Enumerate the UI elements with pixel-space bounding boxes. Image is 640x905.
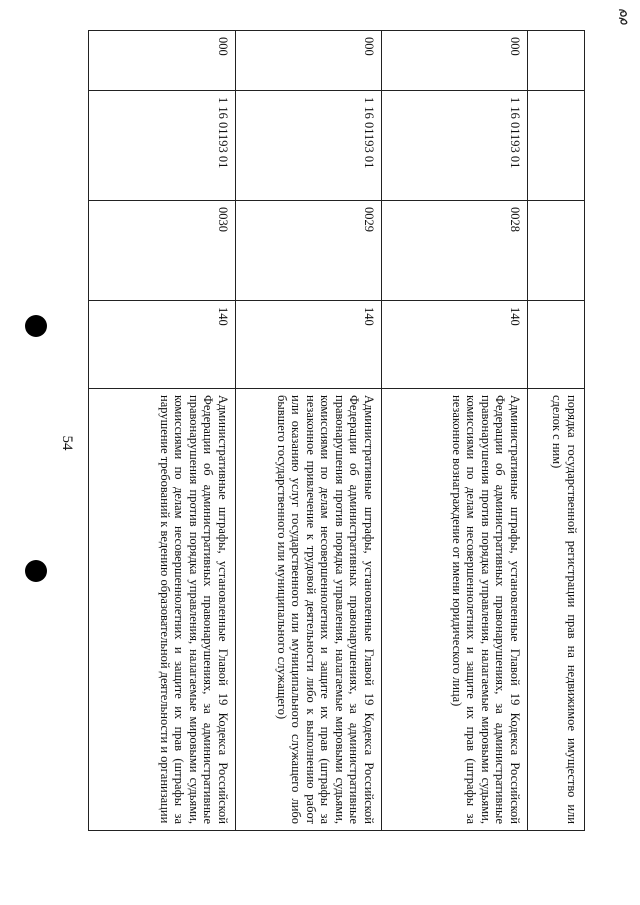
table-row-continuation	[528, 31, 585, 831]
cell-admin-code	[528, 31, 585, 91]
cell-subcode: 0029	[236, 201, 382, 301]
page-number: 54	[59, 435, 75, 451]
cell-kbk-code: 1 16 01193 01	[382, 91, 528, 201]
table-row	[89, 31, 236, 831]
cell-description: Административные штрафы, установленные Главой 19 Кодекса Российской Федерации об административных правонарушениях, за административные правонарушения против порядка управления, налагаемые мировыми судьями, комиссиями по делам несовершеннолетних и защите их прав (штрафы за нарушение требований к ведению образовательной деятельности и организации	[89, 389, 236, 831]
handwritten-page-mark	[615, 7, 633, 27]
cell-description: Административные штрафы, установленные Главой 19 Кодекса Российской Федерации об административных правонарушениях, за административные правонарушения против порядка управления, налагаемые мировыми судьями, комиссиями по делам несовершеннолетних и защите их прав (штрафы за незаконное привлечение к трудовой деятельности либо к выполнению работ или оказанию услуг государственного или муниципального служащего либо бывшего государственного или муниципального служащего)	[236, 389, 382, 831]
rotated-table-frame	[100, 30, 585, 830]
cell-admin-code: 000	[382, 31, 528, 91]
cell-subcode	[528, 201, 585, 301]
cell-admin-code: 000	[89, 31, 236, 91]
cell-subcode: 0030	[89, 201, 236, 301]
cell-kind-code: 140	[89, 301, 236, 389]
cell-kbk-code: 1 16 01193 01	[236, 91, 382, 201]
cell-kbk-code	[528, 91, 585, 201]
table-row	[382, 31, 528, 831]
punch-hole	[25, 315, 47, 337]
budget-classification-table	[88, 30, 585, 831]
cell-kind-code	[528, 301, 585, 389]
cell-description: порядка государственной регистрации прав на недвижимое имущество или сделок с ним)	[528, 389, 585, 831]
cell-kbk-code: 1 16 01193 01	[89, 91, 236, 201]
cell-subcode: 0028	[382, 201, 528, 301]
cell-kind-code: 140	[382, 301, 528, 389]
table-row	[236, 31, 382, 831]
cell-description: Административные штрафы, установленные Главой 19 Кодекса Российской Федерации об административных правонарушениях, за административные правонарушения против порядка управления, налагаемые мировыми судьями, комиссиями по делам несовершеннолетних и защите их прав (штрафы за незаконное вознаграждение от имени юридического лица)	[382, 389, 528, 831]
punch-hole	[25, 560, 47, 582]
cell-kind-code: 140	[236, 301, 382, 389]
cell-admin-code: 000	[236, 31, 382, 91]
